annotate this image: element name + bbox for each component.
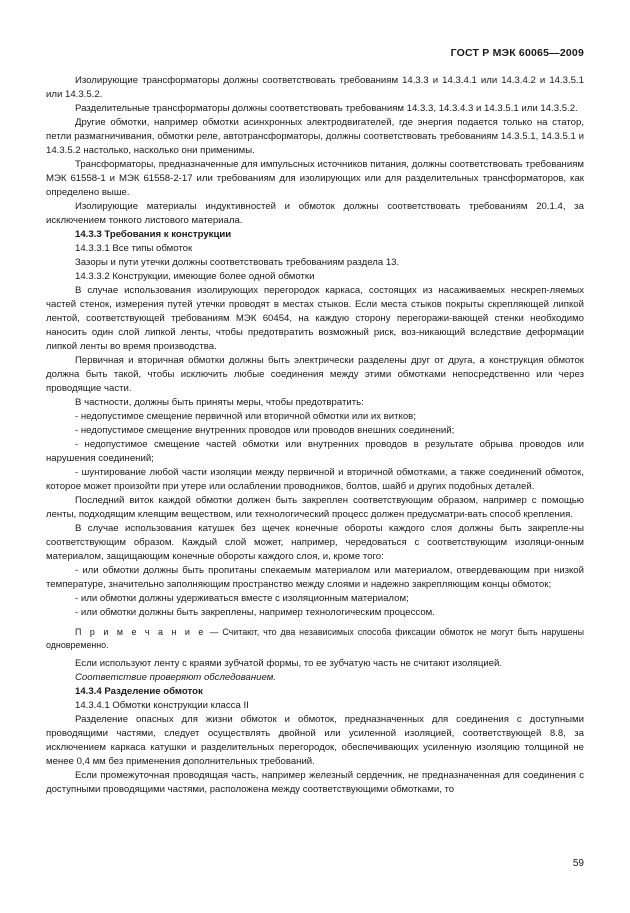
note-text: — Считают, что два независимых способа фиксации обмоток не могут быть нарушены одновременно. (46, 627, 585, 650)
section-heading: 14.3.3 Требования к конструкции (75, 229, 232, 240)
subsection-heading: 14.3.4.1 Обмотки конструкции класса II (75, 700, 249, 711)
paragraph: Разделительные трансформаторы должны соответствовать требованиям 14.3.3, 14.3.4.3 и 14.3.5.1 или 14.3.5.2. (75, 103, 578, 114)
paragraph: В случае использования изолирующих перегородок каркаса, состоящих из насаживаемых нескреп-ляемых частей стенок, измерения путей утечки проводят в местах стыков. Если места стыков покрыты скрепляющей липкой лентой, соответствующей требованиям МЭК 60454, на каждую сторону перегоражи-вающей стенки необходимо наносить один слой липкой ленты, чтобы предотвратить возможный риск, воз-никающий вследствие деформации липкой ленты во время производства. (46, 285, 584, 352)
document-body (46, 74, 584, 797)
page-number: 59 (572, 858, 584, 869)
document-header: ГОСТ Р МЭК 60065—2009 (450, 47, 584, 59)
paragraph: Первичная и вторичная обмотки должны быть электрически разделены друг от друга, а конструкция обмоток должна быть такой, чтобы исключить любые соединения между этими обмотками непосредственно или через проводящие части. (46, 355, 584, 394)
list-item: - шунтирование любой части изоляции между первичной и вторичной обмотками, а также соединений обмоток, которое может произойти при утере или ослаблении проводников, болтов, шайб и других подобных деталей. (46, 467, 584, 492)
subsection-heading: 14.3.3.2 Конструкции, имеющие более одной обмотки (75, 271, 315, 282)
paragraph: В частности, должны быть приняты меры, чтобы предотвратить: (75, 397, 364, 408)
compliance-statement: Соответствие проверяют обследованием. (75, 672, 276, 683)
list-item: - недопустимое смещение внутренних проводов или проводов внешних соединений; (75, 425, 455, 436)
note (46, 626, 584, 652)
paragraph: Изолирующие трансформаторы должны соответствовать требованиям 14.3.3 и 14.3.4.1 или 14.3.4.2 и 14.3.5.1 или 14.3.5.2. (46, 75, 584, 100)
list-item: - или обмотки должны удерживаться вместе с изоляционным материалом; (75, 593, 409, 604)
paragraph: Разделение опасных для жизни обмоток и обмоток, предназначенных для соединения с доступными проводящими частями, следует осуществлять двойной или усиленной изоляцией, соответствующей 8.8, за исключением каркаса катушки и разделительных перегородок, обеспечивающих усиленную изоляцию толщиной не менее 0,4 мм без применения дополнительных требований. (46, 714, 584, 767)
paragraph: Другие обмотки, например обмотки асинхронных электродвигателей, где энергия подается только на статор, петли размагничивания, обмотки реле, автотрансформаторы, должны соответствовать требованиям 14.3.5.1, 14.3.5.1 и 14.3.5.2 настолько, насколько они применимы. (46, 117, 584, 156)
list-item: - недопустимое смещение первичной или вторичной обмотки или их витков; (75, 411, 416, 422)
paragraph: Последний виток каждой обмотки должен быть закреплен соответствующим образом, например с помощью ленты, подходящим клеящим веществом, или технологический процесс должен предусматри-вать способ крепления. (46, 495, 584, 520)
paragraph: В случае использования катушек без щечек конечные обороты каждого слоя должны быть закрепле-ны соответствующим образом. Каждый слой может, например, чередоваться с соответствующим изоляци-онным материалом, защищающим конечные обороты каждого слоя, и, кроме того: (46, 523, 584, 562)
subsection-heading: 14.3.3.1 Все типы обмоток (75, 243, 193, 254)
section-heading: 14.3.4 Разделение обмоток (75, 686, 203, 697)
list-item: - или обмотки должны быть пропитаны спекаемым материалом или материалом, отвердевающим при низкой температуре, значительно заполняющим пространство между слоями и надежно закрепляющим концы обмоток; (46, 565, 584, 590)
paragraph: Если используют ленту с краями зубчатой формы, то ее зубчатую часть не считают изоляцией. (75, 658, 503, 669)
paragraph: Зазоры и пути утечки должны соответствовать требованиям раздела 13. (75, 257, 400, 268)
list-item: - недопустимое смещение частей обмотки или внутренних проводов в результате обрыва проводов или нарушения соединений; (46, 439, 584, 464)
paragraph: Трансформаторы, предназначенные для импульсных источников питания, должны соответствовать требованиям МЭК 61558-1 и МЭК 61558-2-17 или требованиям для изолирующих или для разделительных трансформаторов, как определено выше. (46, 159, 584, 198)
paragraph: Изолирующие материалы индуктивностей и обмоток должны соответствовать требованиям 20.1.4, за исключением тонкого листового материала. (46, 201, 584, 226)
list-item: - или обмотки должны быть закреплены, например технологическим процессом. (75, 607, 435, 618)
paragraph: Если промежуточная проводящая часть, например железный сердечник, не предназначенная для соединения с доступными проводящими частями, расположена между соответствующими обмотками, то (46, 770, 584, 795)
note-label: П р и м е ч а н и е (75, 627, 206, 637)
